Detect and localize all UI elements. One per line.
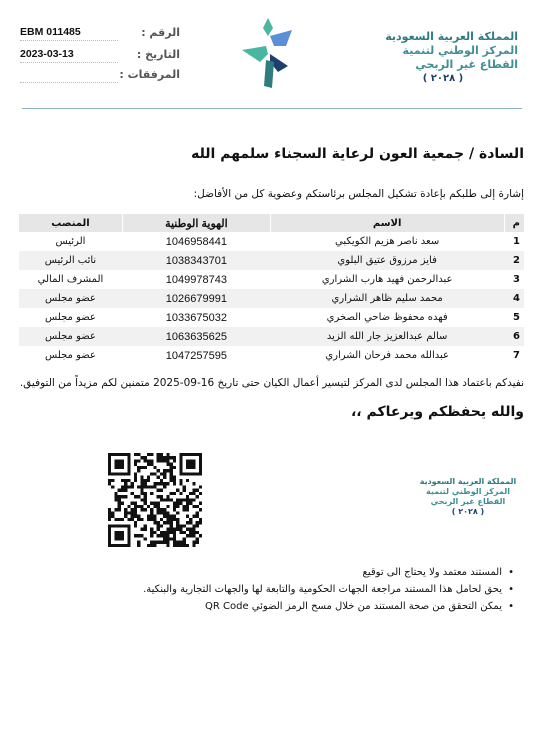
header-divider <box>22 108 522 109</box>
member-national-id: 1038343701 <box>122 251 270 270</box>
row-number: 5 <box>513 312 520 323</box>
member-name: سعد ناصر هزيم الكويكبي <box>335 236 440 247</box>
member-position: عضو مجلس <box>19 289 123 308</box>
member-name: فايز مرزوق عتيق البلوي <box>270 251 504 270</box>
table-row <box>19 308 525 327</box>
org-line: المملكة العربية السعودية <box>419 477 517 486</box>
attachments-label: المرفقات : <box>119 68 180 81</box>
member-name: سالم عبدالعزيز جار الله الزيد <box>270 327 504 346</box>
org-line: القطاع غير الربحي <box>430 497 506 506</box>
member-national-id: 1063635625 <box>122 327 270 346</box>
addressee: السادة / جمعية العون لرعاية السجناء سلمهم الله <box>191 146 524 162</box>
dotted-line <box>20 40 118 41</box>
note-item: • يحق لحامل هذا المستند مراجعة الجهات الحكومية والتابعة لها والجهات التجارية والبنكية. <box>143 581 514 598</box>
org-line: المركز الوطني لتنمية <box>426 487 510 496</box>
attachments-row <box>20 68 180 86</box>
member-national-id: 1047257595 <box>165 349 227 362</box>
member-position: عضو مجلس <box>45 312 96 323</box>
table-row <box>19 346 525 365</box>
member-national-id: 1033675032 <box>165 311 227 324</box>
letterhead <box>0 0 544 110</box>
table-row <box>19 327 525 346</box>
note-item: • يمكن التحقق من صحة المستند من خلال مسح الرمز الضوئي QR Code <box>143 598 514 615</box>
row-number: 2 <box>504 251 524 270</box>
member-position: عضو مجلس <box>19 327 123 346</box>
qr-code-icon[interactable] <box>108 453 202 547</box>
member-name: عبدالله محمد فرحان الشراري <box>325 350 449 361</box>
row-number: 3 <box>513 274 520 285</box>
ncnp-star-logo-icon <box>240 16 296 90</box>
organization-name <box>368 30 518 86</box>
document-notes <box>143 564 514 615</box>
member-name: فهده محفوظ ضاحي الصخري <box>326 312 448 323</box>
table-row <box>19 251 525 270</box>
row-number: 4 <box>504 289 524 308</box>
table-header-row <box>19 214 525 232</box>
org-line: ( ٢٠٢٨ ) <box>451 507 485 516</box>
dotted-line <box>20 82 118 83</box>
member-position: عضو مجلس <box>45 350 96 361</box>
board-members-table <box>18 214 524 365</box>
column-header-number: م <box>504 214 524 232</box>
member-name: محمد سليم ظاهر الشراري <box>270 289 504 308</box>
note-item: • المستند معتمد ولا يحتاج الى توقيع <box>143 564 514 581</box>
row-number: 6 <box>504 327 524 346</box>
column-header-position: المنصب <box>19 214 123 232</box>
date-value: 2023-03-13 <box>20 48 74 60</box>
org-line: المركز الوطني لتنمية <box>402 44 518 57</box>
row-number: 7 <box>513 350 520 361</box>
member-position: الرئيس <box>55 236 86 247</box>
org-line: ( ٢٠٢٨ ) <box>422 73 464 84</box>
reference-number-label: الرقم : <box>141 26 180 39</box>
member-national-id: 1046958441 <box>165 235 227 248</box>
intro-paragraph: إشارة إلى طلبكم بإعادة تشكيل المجلس برئاستكم وعضوية كل من الأفاضل: <box>193 188 524 200</box>
row-number: 1 <box>513 236 520 247</box>
column-header-name: الاسم <box>270 214 504 232</box>
closing-paragraph: نفيدكم باعتماد هذا المجلس لدى المركز لتيسير أعمال الكيان حتى تاريخ 16-09-2025 متمنين لكم مزيداً من التوفيق. <box>19 377 524 389</box>
reference-number: EBM 011485 <box>20 26 81 38</box>
date-row <box>20 48 180 66</box>
table-row <box>19 289 525 308</box>
date-label: التاريخ : <box>136 48 180 61</box>
member-national-id: 1026679991 <box>122 289 270 308</box>
column-header-national-id: الهوية الوطنية <box>122 214 270 232</box>
member-position: المشرف المالي <box>37 274 104 285</box>
org-line: القطاع غير الربحي <box>415 58 518 71</box>
member-national-id: 1049978743 <box>165 273 227 286</box>
reference-number-row <box>20 26 180 44</box>
footer-organization-stamp <box>418 477 518 517</box>
member-name: عبدالرحمن فهيد هارب الشراري <box>321 274 453 285</box>
member-position: نائب الرئيس <box>19 251 123 270</box>
table-row <box>19 270 525 289</box>
table-row <box>19 232 525 251</box>
org-line: المملكة العربية السعودية <box>385 30 518 43</box>
regards: والله يحفظكم ويرعاكم ،، <box>350 404 524 420</box>
dotted-line <box>20 62 118 63</box>
